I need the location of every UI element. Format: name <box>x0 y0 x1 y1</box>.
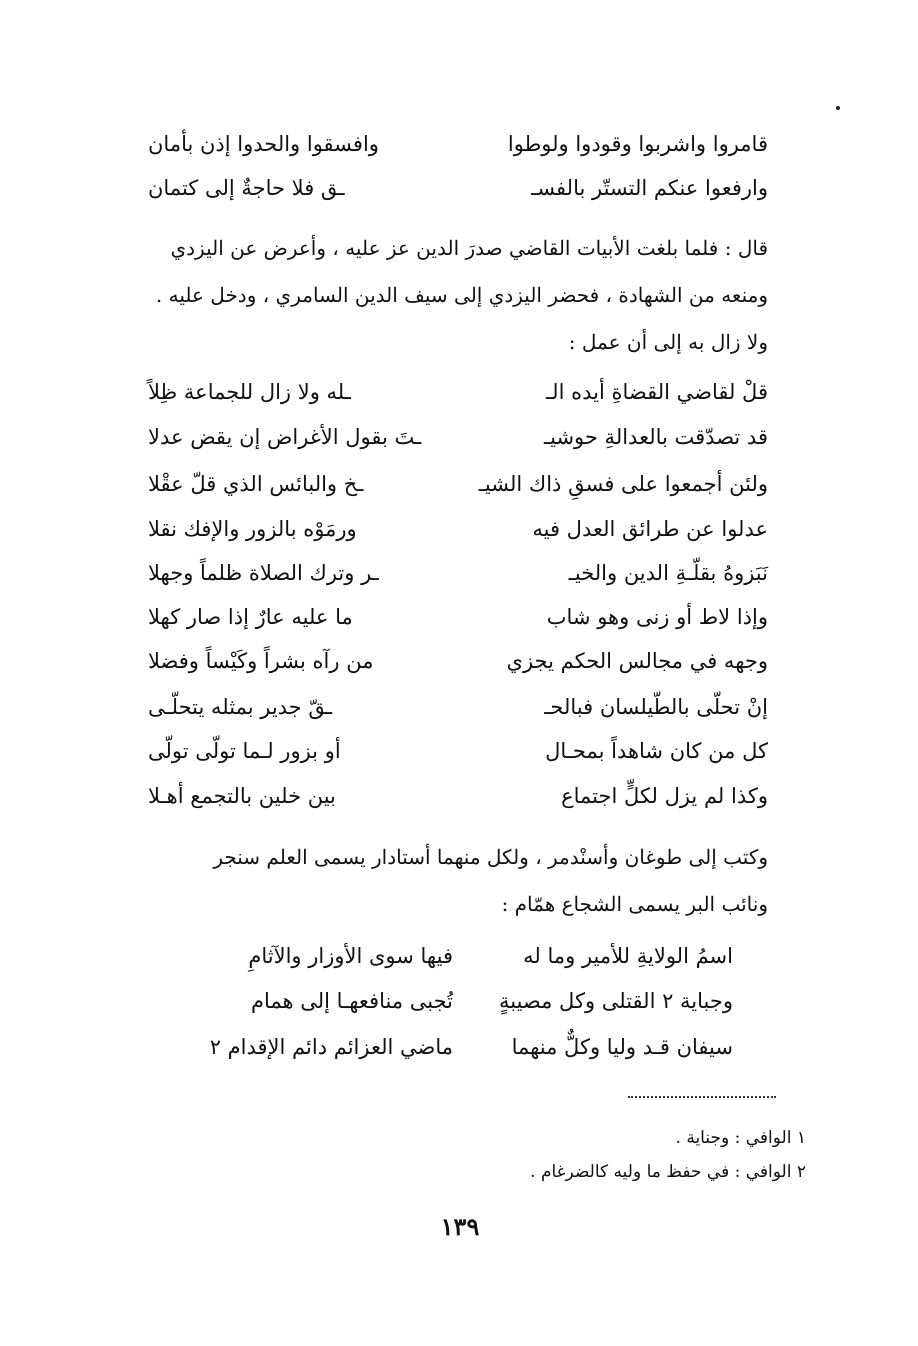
verse-hemistich-second: وافسقوا والحدوا إذن بأمان <box>148 132 379 156</box>
verse-line <box>183 989 733 1013</box>
verse-hemistich-first: عدلوا عن طرائق العدل فيه <box>532 517 768 541</box>
verse-hemistich-first: إنْ تحلّى بالطّيلسان فبالحـ <box>544 695 768 719</box>
stray-dot <box>836 106 840 110</box>
footnote: ٢ الوافي : في حفظ ما وليه كالضرغام . <box>530 1162 806 1182</box>
verse-line <box>148 517 768 541</box>
prose-paragraph <box>78 834 768 928</box>
verse-hemistich-second: ـخ والبائس الذي قلّ عقْلا <box>148 472 364 496</box>
verse-hemistich-first: وجهه في مجالس الحكم يجزي <box>506 649 768 673</box>
verse-hemistich-second: ما عليه عارٌ إذا صار كهلا <box>148 605 353 629</box>
verse-hemistich-second: تُجبى منافعهـا إلى همام <box>250 989 453 1013</box>
verse-hemistich-second: ورمَوْه بالزور والإفك نقلا <box>148 517 357 541</box>
verse-hemistich-second: ـقّ جدير بمثله يتحلّـى <box>148 695 333 719</box>
prose-line: ولا زال به إلى أن عمل : <box>568 330 768 354</box>
page-number: ١٣٩ <box>440 1212 480 1241</box>
verse-hemistich-first: وارفعوا عنكم التستّر بالفسـ <box>531 176 768 200</box>
verse-hemistich-second: ـق فلا حاجةٌ إلى كتمان <box>148 176 345 200</box>
verse-hemistich-first: وإذا لاط أو زنى وهو شاب <box>546 605 768 629</box>
verse-line <box>148 380 768 404</box>
verse-hemistich-first: سيفان قـد وليا وكلٌّ منهما <box>511 1035 733 1059</box>
verse-hemistich-first: نَبَزوهُ بقلّـةِ الدين والخيـ <box>568 561 768 585</box>
verse-hemistich-second: من رآه بشراً وكَيْساً وفضلا <box>148 649 374 673</box>
verse-line <box>148 425 768 449</box>
verse-hemistich-second: ـتَ بقول الأغراض إن يقض عدلا <box>148 425 422 449</box>
verse-hemistich-first: قامروا واشربوا وقودوا ولوطوا <box>507 132 768 156</box>
verse-line <box>183 1035 733 1059</box>
prose-line: ونائب البر يسمى الشجاع همّام : <box>501 892 768 916</box>
verse-line <box>148 649 768 673</box>
verse-hemistich-second: ـله ولا زال للجماعة ظِلاً <box>148 380 351 404</box>
verse-line <box>148 739 768 763</box>
verse-hemistich-first: اسمُ الولايةِ للأمير وما له <box>523 944 733 968</box>
verse-hemistich-first: وجباية ٢ القتلى وكل مصيبةٍ <box>498 989 733 1013</box>
verse-line <box>148 176 768 200</box>
prose-line: ومنعه من الشهادة ، فحضر اليزدي إلى سيف الدين السامري ، ودخل عليه . <box>155 283 768 307</box>
verse-hemistich-second: ـر وترك الصلاة ظلماً وجهلا <box>148 561 379 585</box>
verse-hemistich-first: قد تصدّقت بالعدالةِ حوشيـ <box>543 425 768 449</box>
prose-line: قال : فلما بلغت الأبيات القاضي صدرَ الدين عز عليه ، وأعرض عن اليزدي <box>170 236 768 260</box>
verse-line <box>148 605 768 629</box>
verse-line <box>148 695 768 719</box>
prose-line: وكتب إلى طوغان وأسنْدمر ، ولكل منهما أستادار يسمى العلم سنجر <box>213 845 768 869</box>
verse-hemistich-second: ماضي العزائم دائم الإقدام ٢ <box>209 1035 453 1059</box>
verse-line <box>183 944 733 968</box>
verse-line <box>148 132 768 156</box>
footnote-divider <box>628 1096 776 1098</box>
footnote: ١ الوافي : وجناية . <box>675 1128 806 1148</box>
verse-hemistich-second: فيها سوى الأوزار والآثامِ <box>248 944 453 968</box>
verse-hemistich-first: ولئن أجمعوا على فسقِ ذاك الشيـ <box>478 472 768 496</box>
verse-hemistich-first: كل من كان شاهداً بمحـال <box>545 739 768 763</box>
verse-line <box>148 784 768 808</box>
verse-line <box>148 472 768 496</box>
prose-paragraph <box>128 225 768 366</box>
verse-hemistich-first: وكذا لم يزل لكلٍّ اجتماع <box>561 784 768 808</box>
verse-hemistich-second: أو بزور لـما تولّى تولّى <box>148 739 341 763</box>
verse-hemistich-first: قلْ لقاضي القضاةِ أيده الـ <box>546 380 768 404</box>
verse-hemistich-second: بين خلين بالتجمع أهـلا <box>148 784 336 808</box>
verse-line <box>148 561 768 585</box>
